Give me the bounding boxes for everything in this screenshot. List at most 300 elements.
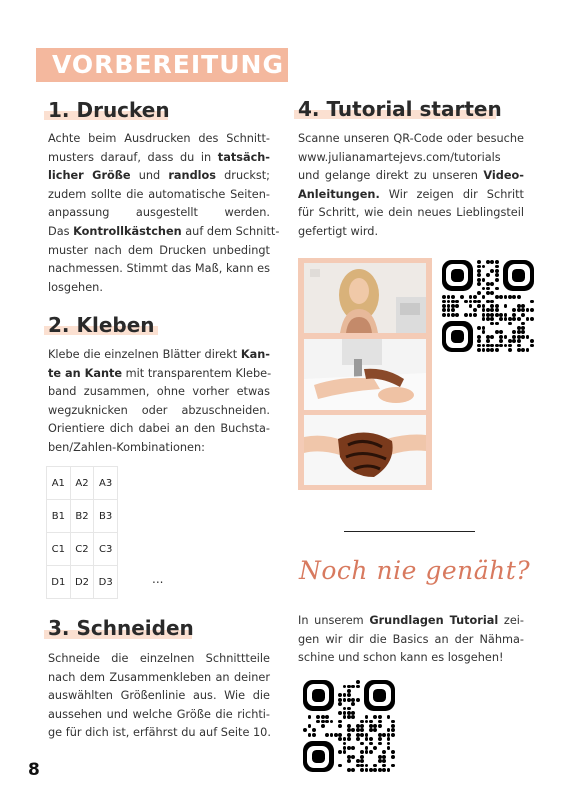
qr-module bbox=[312, 689, 325, 702]
section-text-schneiden bbox=[48, 650, 270, 743]
qr-module bbox=[526, 348, 530, 352]
qr-module bbox=[447, 308, 451, 312]
qr-module bbox=[369, 728, 373, 732]
qr-module bbox=[369, 750, 373, 754]
qr-module bbox=[504, 335, 508, 339]
qr-module bbox=[482, 308, 486, 312]
qr-module bbox=[517, 326, 521, 330]
qr-module bbox=[325, 733, 329, 737]
qr-module bbox=[373, 746, 377, 750]
text-line bbox=[298, 204, 524, 223]
qr-module bbox=[473, 308, 477, 312]
qr-module bbox=[382, 759, 386, 763]
section-heading-drucken: 1. Drucken bbox=[48, 98, 170, 122]
qr-module bbox=[391, 728, 395, 732]
qr-module bbox=[343, 746, 347, 750]
qr-module bbox=[451, 304, 455, 308]
qr-module bbox=[316, 715, 320, 719]
qr-module bbox=[477, 278, 481, 282]
text-line bbox=[298, 223, 524, 242]
qr-module bbox=[477, 273, 481, 277]
qr-module bbox=[486, 344, 490, 348]
text-run: und bbox=[130, 169, 169, 183]
qr-module bbox=[356, 764, 360, 768]
qr-module bbox=[365, 720, 369, 724]
qr-module bbox=[391, 733, 395, 737]
qr-module bbox=[356, 698, 360, 702]
qr-module bbox=[360, 742, 364, 746]
qr-module bbox=[499, 295, 503, 299]
qr-module bbox=[391, 750, 395, 754]
qr-module bbox=[387, 737, 391, 741]
qr-module bbox=[504, 304, 508, 308]
qr-module bbox=[521, 330, 525, 334]
qr-module bbox=[490, 282, 494, 286]
qr-module bbox=[338, 764, 342, 768]
text-line bbox=[48, 242, 270, 261]
grid-cell: A1 bbox=[47, 467, 71, 500]
qr-module bbox=[360, 720, 364, 724]
qr-module bbox=[517, 339, 521, 343]
page-number: 8 bbox=[28, 760, 40, 780]
qr-module bbox=[373, 768, 377, 772]
qr-module bbox=[477, 326, 481, 330]
qr-module bbox=[482, 304, 486, 308]
qr-module bbox=[469, 300, 473, 304]
qr-module bbox=[343, 693, 347, 697]
qr-module bbox=[512, 295, 516, 299]
qr-module bbox=[308, 724, 312, 728]
grid-cell: B1 bbox=[47, 500, 71, 533]
qr-module bbox=[517, 335, 521, 339]
qr-code-icon[interactable] bbox=[442, 260, 534, 352]
qr-module bbox=[490, 313, 494, 317]
qr-module bbox=[517, 348, 521, 352]
qr-module bbox=[303, 728, 307, 732]
qr-module bbox=[365, 750, 369, 754]
qr-module bbox=[451, 308, 455, 312]
qr-module bbox=[356, 759, 360, 763]
text-line bbox=[298, 130, 524, 149]
qr-module bbox=[473, 313, 477, 317]
qr-module bbox=[530, 308, 534, 312]
text-line bbox=[48, 650, 270, 669]
section-text-noch-nie-genaeht bbox=[298, 612, 524, 668]
qr-module bbox=[499, 335, 503, 339]
qr-module bbox=[477, 344, 481, 348]
text-line bbox=[48, 149, 270, 168]
qr-module bbox=[455, 304, 459, 308]
qr-module bbox=[369, 724, 373, 728]
qr-module bbox=[508, 344, 512, 348]
qr-module bbox=[347, 737, 351, 741]
qr-module bbox=[517, 317, 521, 321]
qr-module bbox=[512, 335, 516, 339]
qr-module bbox=[308, 715, 312, 719]
qr-module bbox=[356, 680, 360, 684]
qr-module bbox=[521, 304, 525, 308]
qr-module bbox=[338, 750, 342, 754]
qr-module bbox=[373, 728, 377, 732]
bold-text: Anleitungen. bbox=[298, 187, 380, 201]
qr-module bbox=[486, 335, 490, 339]
qr-module bbox=[365, 733, 369, 737]
qr-module bbox=[330, 733, 334, 737]
text-run: In unserem bbox=[298, 614, 370, 627]
qr-module bbox=[338, 693, 342, 697]
qr-module bbox=[308, 733, 312, 737]
qr-module bbox=[451, 295, 455, 299]
qr-module bbox=[387, 742, 391, 746]
qr-module bbox=[351, 746, 355, 750]
qr-module bbox=[356, 737, 360, 741]
qr-module bbox=[369, 720, 373, 724]
text-run: Klebe die einzelnen Blätter direkt bbox=[48, 348, 241, 361]
qr-module bbox=[347, 759, 351, 763]
qr-module bbox=[365, 746, 369, 750]
qr-module bbox=[482, 295, 486, 299]
qr-module bbox=[521, 322, 525, 326]
qr-module bbox=[365, 764, 369, 768]
qr-module bbox=[325, 715, 329, 719]
qr-module bbox=[482, 313, 486, 317]
text-run: mit transparentem Klebe- bbox=[122, 366, 272, 380]
qr-module bbox=[343, 715, 347, 719]
qr-module bbox=[504, 313, 508, 317]
qr-module bbox=[499, 344, 503, 348]
text-run: Achte beim Ausdrucken des Schnitt- bbox=[48, 132, 270, 145]
bold-text: Grundlagen Tutorial bbox=[369, 614, 499, 627]
qr-module bbox=[477, 335, 481, 339]
text-line bbox=[48, 365, 270, 384]
qr-module bbox=[530, 300, 534, 304]
text-line bbox=[48, 260, 270, 279]
qr-module bbox=[391, 755, 395, 759]
grid-cell: D2 bbox=[70, 566, 94, 599]
bold-text: Kontrollkästchen bbox=[73, 224, 182, 238]
text-run: Schneide die einzelnen Schnittteile bbox=[48, 652, 270, 665]
qr-module bbox=[508, 339, 512, 343]
text-run: zei- bbox=[498, 614, 525, 627]
qr-module bbox=[442, 308, 446, 312]
text-run: losgehen. bbox=[48, 280, 103, 294]
qr-module bbox=[356, 685, 360, 689]
qr-module bbox=[521, 313, 525, 317]
qr-module bbox=[517, 344, 521, 348]
qr-module bbox=[486, 260, 490, 264]
qr-module bbox=[351, 768, 355, 772]
text-line bbox=[48, 687, 270, 706]
qr-module bbox=[517, 330, 521, 334]
text-run: Orientiere dich dabei an den Buchsta- bbox=[48, 422, 270, 436]
qr-module bbox=[343, 711, 347, 715]
qr-module bbox=[473, 295, 477, 299]
qr-module bbox=[508, 348, 512, 352]
qr-code-icon[interactable] bbox=[303, 680, 395, 772]
grid-cell: B2 bbox=[70, 500, 94, 533]
qr-module bbox=[451, 269, 464, 282]
qr-module bbox=[356, 733, 360, 737]
qr-module bbox=[521, 348, 525, 352]
qr-module bbox=[321, 715, 325, 719]
page-title: VORBEREITUNG bbox=[52, 50, 284, 79]
text-line bbox=[48, 439, 270, 458]
qr-module bbox=[504, 344, 508, 348]
qr-module bbox=[360, 764, 364, 768]
qr-module bbox=[360, 724, 364, 728]
qr-module bbox=[365, 715, 369, 719]
qr-module bbox=[530, 317, 534, 321]
qr-module bbox=[486, 273, 490, 277]
text-run: für Schritt, wie dein neues Lieblingsteil bbox=[298, 206, 524, 220]
qr-module bbox=[356, 728, 360, 732]
qr-module bbox=[343, 750, 347, 754]
text-run: schine und schon kann es losgehen! bbox=[298, 651, 504, 665]
qr-module bbox=[486, 348, 490, 352]
qr-module bbox=[442, 295, 446, 299]
qr-module bbox=[343, 737, 347, 741]
qr-module bbox=[369, 742, 373, 746]
qr-module bbox=[512, 308, 516, 312]
text-run: Das bbox=[48, 224, 74, 238]
text-run: www.julianamartejevs.com/tutorials bbox=[298, 150, 501, 164]
qr-module bbox=[512, 269, 525, 282]
qr-module bbox=[338, 698, 342, 702]
qr-module bbox=[447, 313, 451, 317]
text-line bbox=[48, 724, 270, 743]
qr-module bbox=[351, 715, 355, 719]
qr-module bbox=[482, 326, 486, 330]
qr-module bbox=[521, 326, 525, 330]
text-run: nach dem Zusammenkleben an deiner bbox=[48, 670, 270, 684]
grid-cell: B3 bbox=[94, 500, 118, 533]
text-run: Wir zeigen dir Schritt bbox=[379, 187, 524, 201]
text-run: Scanne unseren QR-Code oder besuche bbox=[298, 132, 524, 145]
grid-ellipsis: ... bbox=[152, 572, 164, 586]
qr-module bbox=[378, 715, 382, 719]
qr-module bbox=[477, 348, 481, 352]
qr-module bbox=[477, 269, 481, 273]
qr-module bbox=[378, 755, 382, 759]
text-line bbox=[48, 669, 270, 688]
qr-module bbox=[469, 295, 473, 299]
qr-module bbox=[338, 724, 342, 728]
grid-row bbox=[47, 566, 118, 599]
tutorial-photo-presenter bbox=[304, 263, 426, 333]
section-heading-schneiden: 3. Schneiden bbox=[48, 616, 194, 640]
qr-module bbox=[360, 733, 364, 737]
text-run: auswählten Größenlinie aus. Wie die bbox=[48, 689, 270, 703]
text-run: nachmessen. Stimmt das Maß, kann es bbox=[48, 262, 270, 276]
qr-module bbox=[499, 317, 503, 321]
qr-module bbox=[486, 282, 490, 286]
qr-module bbox=[325, 720, 329, 724]
qr-module bbox=[382, 764, 386, 768]
qr-module bbox=[477, 300, 481, 304]
text-run: auf dem Schnitt- bbox=[181, 224, 280, 238]
text-run: muster nach dem Drucken unbedingt bbox=[48, 243, 270, 257]
qr-module bbox=[473, 300, 477, 304]
qr-module bbox=[490, 344, 494, 348]
qr-module bbox=[477, 265, 481, 269]
qr-module bbox=[504, 295, 508, 299]
text-line bbox=[48, 167, 270, 186]
qr-module bbox=[387, 768, 391, 772]
qr-module bbox=[330, 720, 334, 724]
qr-module bbox=[499, 313, 503, 317]
qr-module bbox=[455, 300, 459, 304]
qr-module bbox=[347, 733, 351, 737]
qr-module bbox=[347, 746, 351, 750]
qr-module bbox=[495, 313, 499, 317]
grid-row bbox=[47, 533, 118, 566]
qr-module bbox=[464, 313, 468, 317]
qr-module bbox=[477, 260, 481, 264]
qr-module bbox=[495, 344, 499, 348]
qr-module bbox=[495, 287, 499, 291]
qr-module bbox=[387, 728, 391, 732]
qr-module bbox=[373, 724, 377, 728]
qr-module bbox=[373, 689, 386, 702]
qr-module bbox=[486, 308, 490, 312]
qr-module bbox=[378, 724, 382, 728]
qr-module bbox=[347, 685, 351, 689]
qr-module bbox=[356, 724, 360, 728]
qr-module bbox=[347, 707, 351, 711]
qr-module bbox=[451, 330, 464, 343]
qr-module bbox=[365, 768, 369, 772]
qr-module bbox=[486, 317, 490, 321]
text-run: aussehen und welche Größe die richti- bbox=[48, 707, 270, 721]
qr-module bbox=[490, 260, 494, 264]
section-text-tutorial bbox=[298, 130, 524, 242]
grid-cell: C3 bbox=[94, 533, 118, 566]
qr-module bbox=[365, 737, 369, 741]
qr-module bbox=[490, 317, 494, 321]
qr-module bbox=[495, 265, 499, 269]
qr-module bbox=[447, 295, 451, 299]
qr-module bbox=[482, 287, 486, 291]
qr-module bbox=[347, 711, 351, 715]
qr-module bbox=[378, 742, 382, 746]
qr-module bbox=[442, 300, 446, 304]
qr-module bbox=[442, 304, 446, 308]
qr-module bbox=[530, 344, 534, 348]
text-run: wegzuknicken oder abzuschneiden. bbox=[48, 403, 270, 417]
qr-module bbox=[351, 711, 355, 715]
text-line bbox=[48, 346, 270, 365]
bold-text: Video- bbox=[483, 169, 524, 183]
qr-module bbox=[495, 322, 499, 326]
text-run: und gelange direkt zu unseren bbox=[298, 169, 484, 183]
bold-text: tatsäch- bbox=[217, 150, 270, 164]
qr-module bbox=[351, 698, 355, 702]
qr-module bbox=[347, 728, 351, 732]
qr-module bbox=[347, 689, 351, 693]
text-run: zudem sollte die automatische Seiten- bbox=[48, 187, 270, 201]
qr-module bbox=[338, 702, 342, 706]
qr-module bbox=[482, 265, 486, 269]
qr-module bbox=[351, 702, 355, 706]
qr-module bbox=[382, 768, 386, 772]
text-line bbox=[48, 420, 270, 439]
qr-module bbox=[482, 330, 486, 334]
qr-module bbox=[482, 317, 486, 321]
bold-text: Kan- bbox=[240, 348, 270, 361]
qr-module bbox=[391, 724, 395, 728]
qr-module bbox=[490, 335, 494, 339]
qr-module bbox=[360, 728, 364, 732]
qr-module bbox=[490, 291, 494, 295]
qr-module bbox=[486, 291, 490, 295]
qr-module bbox=[321, 720, 325, 724]
bold-text: licher Größe bbox=[48, 169, 131, 183]
qr-module bbox=[486, 300, 490, 304]
text-line bbox=[48, 383, 270, 402]
qr-module bbox=[360, 755, 364, 759]
text-line bbox=[298, 186, 524, 205]
qr-module bbox=[490, 269, 494, 273]
qr-module bbox=[508, 295, 512, 299]
qr-module bbox=[373, 764, 377, 768]
text-line bbox=[48, 186, 270, 205]
qr-module bbox=[495, 278, 499, 282]
qr-module bbox=[378, 759, 382, 763]
qr-module bbox=[312, 733, 316, 737]
qr-module bbox=[360, 750, 364, 754]
qr-module bbox=[469, 313, 473, 317]
qr-module bbox=[378, 768, 382, 772]
text-line bbox=[298, 649, 524, 668]
qr-module bbox=[495, 308, 499, 312]
section-text-kleben bbox=[48, 346, 270, 458]
qr-module bbox=[499, 330, 503, 334]
qr-module bbox=[338, 737, 342, 741]
grid-row bbox=[47, 467, 118, 500]
divider-line bbox=[344, 531, 475, 532]
qr-module bbox=[312, 728, 316, 732]
qr-module bbox=[347, 768, 351, 772]
qr-module bbox=[490, 300, 494, 304]
text-line bbox=[48, 706, 270, 725]
bold-text: te an Kante bbox=[48, 366, 123, 380]
qr-module bbox=[347, 755, 351, 759]
qr-module bbox=[482, 348, 486, 352]
qr-module bbox=[486, 313, 490, 317]
qr-module bbox=[343, 698, 347, 702]
text-line bbox=[298, 612, 524, 631]
grid-cell: A3 bbox=[94, 467, 118, 500]
qr-module bbox=[347, 698, 351, 702]
qr-module bbox=[499, 339, 503, 343]
qr-module bbox=[382, 755, 386, 759]
qr-module bbox=[391, 720, 395, 724]
text-line bbox=[298, 631, 524, 650]
qr-module bbox=[447, 300, 451, 304]
text-line bbox=[48, 279, 270, 298]
qr-module bbox=[495, 348, 499, 352]
qr-module bbox=[451, 300, 455, 304]
qr-module bbox=[360, 768, 364, 772]
qr-module bbox=[334, 733, 338, 737]
script-heading: Noch nie genäht? bbox=[299, 556, 531, 585]
qr-module bbox=[482, 278, 486, 282]
qr-module bbox=[343, 742, 347, 746]
section-text-drucken bbox=[48, 130, 280, 297]
qr-module bbox=[382, 750, 386, 754]
qr-module bbox=[316, 720, 320, 724]
qr-module bbox=[312, 750, 325, 763]
